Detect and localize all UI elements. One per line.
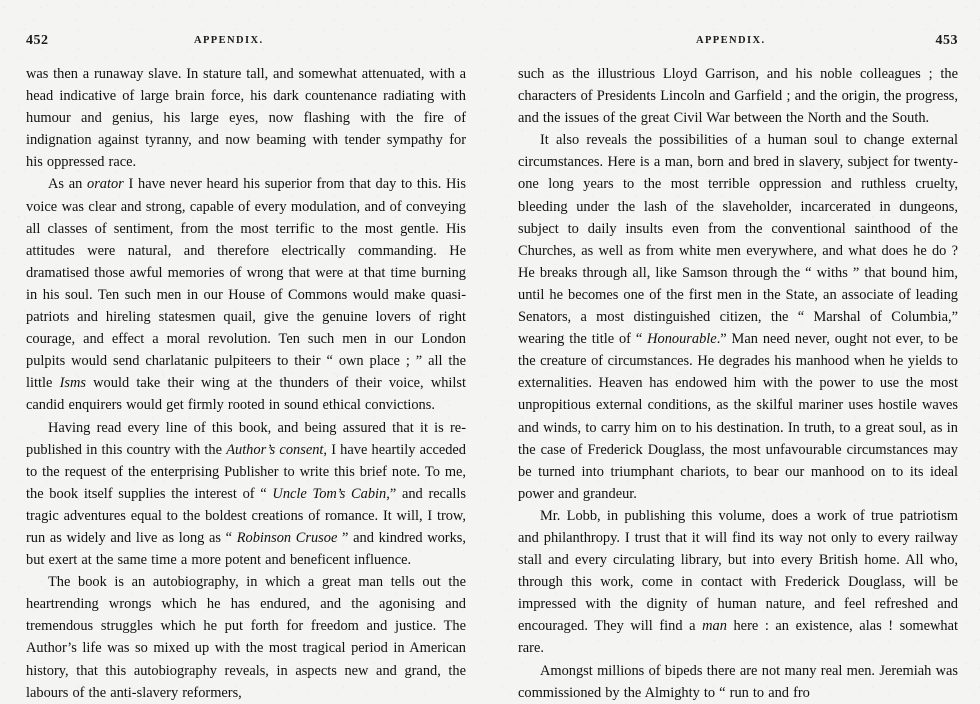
text-run: Mr. Lobb, in publishing this volume, does a work of true patriotism and philanthropy. I trust that it will find its way not only to every railway stall and every circulating library, but into every British home. All who, through this work, come in contact with Frederick Douglass, will be impressed with the dignity of human nature, and feel refreshed and encouraged. They will find a: [518, 507, 958, 635]
text-run: , I have heartily acceded to the request of the enterprising Publisher to write this brief note. To me, the book itself supplies the interest of “: [26, 441, 466, 502]
italic-phrase: Uncle Tom’s Cabin: [272, 485, 387, 502]
left-page-body-text: [26, 63, 466, 704]
right-page-running-title: APPENDIX.: [696, 35, 766, 46]
italic-phrase: Robinson Crusoe: [236, 529, 338, 546]
text-run: Having read every line of this book, and being assured that it is re-published in this country with the: [26, 419, 466, 458]
text-run: As an: [48, 176, 87, 193]
text-run: .” Man need never, ought not ever, to be the creature of circumstances. He degrades his manhood when he yields to externalities. Heaven has endowed him with the power to use the most unpropitious external conditions, as the skilful mariner uses hostile waves and winds, to carry him on to his destination. In truth, to a great soul, as in the case of Frederick Douglass, the most unfavourable circumstances may be turned into triumphant chariots, to bear our manhood on to its ideal power and grandeur.: [518, 331, 959, 502]
text-run: here : an existence, alas ! somewhat rare.: [518, 618, 958, 657]
text-run: was then a runaway slave. In stature tall, and somewhat attenuated, with a head indicative of large brain force, his dark countenance radiating with humour and genius, his large eyes, now flashing with the fire of indignation against tyranny, and now beaming with tender sympathy for his oppressed race.: [26, 66, 466, 171]
right-page-body-text: [518, 63, 958, 704]
text-run: such as the illustrious Lloyd Garrison, and his noble colleagues ; the characters of Presidents Lincoln and Garfield ; and the origin, the progress, and the issues of the great Civil War between the North and the South.: [518, 66, 958, 127]
left-page-running-head: [26, 33, 466, 53]
italic-phrase: Honourable: [647, 331, 717, 348]
text-run: ” and kindred works, but exert at the same time a more potent and beneficent influence.: [26, 529, 466, 569]
paragraph: [518, 63, 958, 129]
text-run: Amongst millions of bipeds there are not many real men. Jeremiah was commissioned by the Almighty to “ run to and fro: [518, 662, 958, 701]
paragraph: [26, 63, 466, 173]
paragraph: [26, 173, 466, 416]
text-run: I have never heard his superior from that day to this. His voice was clear and strong, capable of every modulation, and of conveying all classes of sentiment, from the most terrific to the most gentle. His attitudes were natural, and therefore electrically commanding. He dramatised those awful memories of wrong that were at that time burning in his soul. Ten such men in our House of Commons would make quasi-patriots and hireling statesmen quail, give the genuine lovers of right courage, and effect a moral revolution. Ten such men in our London pulpits would send charlatanic pulpiteers to their “ own place ; ” all the little: [26, 176, 466, 392]
italic-phrase: Isms: [59, 375, 86, 392]
paragraph: [518, 660, 958, 704]
text-run: It also reveals the possibilities of a human soul to change external circumstances. Here is a man, born and bred in slavery, subject for twenty-one long years to the most terrible oppression and ruthless cruelty, bleeding under the lash of the slaveholder, incarcerated in dungeons, subject to daily insults even from the conventional sainthood of the Churches, as well as from white men everywhere, and what does he do ? He breaks through all, like Samson through the “ withs ” that bound him, until he becomes one of the first men in the State, an associate of leading Senators, a most distinguished citizen, the “ Marshal of Columbia,” wearing the title of “: [518, 132, 958, 348]
left-page-column: [26, 33, 466, 701]
text-run: would take their wing at the thunders of their voice, whilst candid enquirers would get firmly rooted in sound ethical convictions.: [26, 375, 466, 414]
italic-phrase: orator: [87, 176, 124, 193]
left-page-running-title: APPENDIX.: [194, 35, 264, 46]
italic-phrase: Author’s consent: [226, 441, 324, 458]
right-page-running-head: [518, 33, 958, 53]
left-page-folio: 452: [26, 33, 49, 48]
right-page-folio: 453: [935, 33, 958, 48]
paragraph: [518, 129, 958, 505]
italic-phrase: man: [702, 618, 727, 635]
text-run: ,” and recalls tragic adventures equal to the boldest creations of romance. It will, I trow, run as widely and live as long as “: [26, 485, 466, 546]
paragraph: [26, 571, 466, 704]
text-run: The book is an autobiography, in which a great man tells out the heartrending wrongs which he has endured, and the agonising and tremendous struggles which he put forth for freedom and justice. The Author’s life was so mixed up with the most tragical period in American history, that this autobiography reveals, in aspects new and grand, the labours of the anti-slavery reformers,: [26, 574, 466, 701]
right-page-column: [518, 33, 959, 701]
paragraph: [26, 417, 466, 572]
paragraph: [518, 505, 958, 660]
